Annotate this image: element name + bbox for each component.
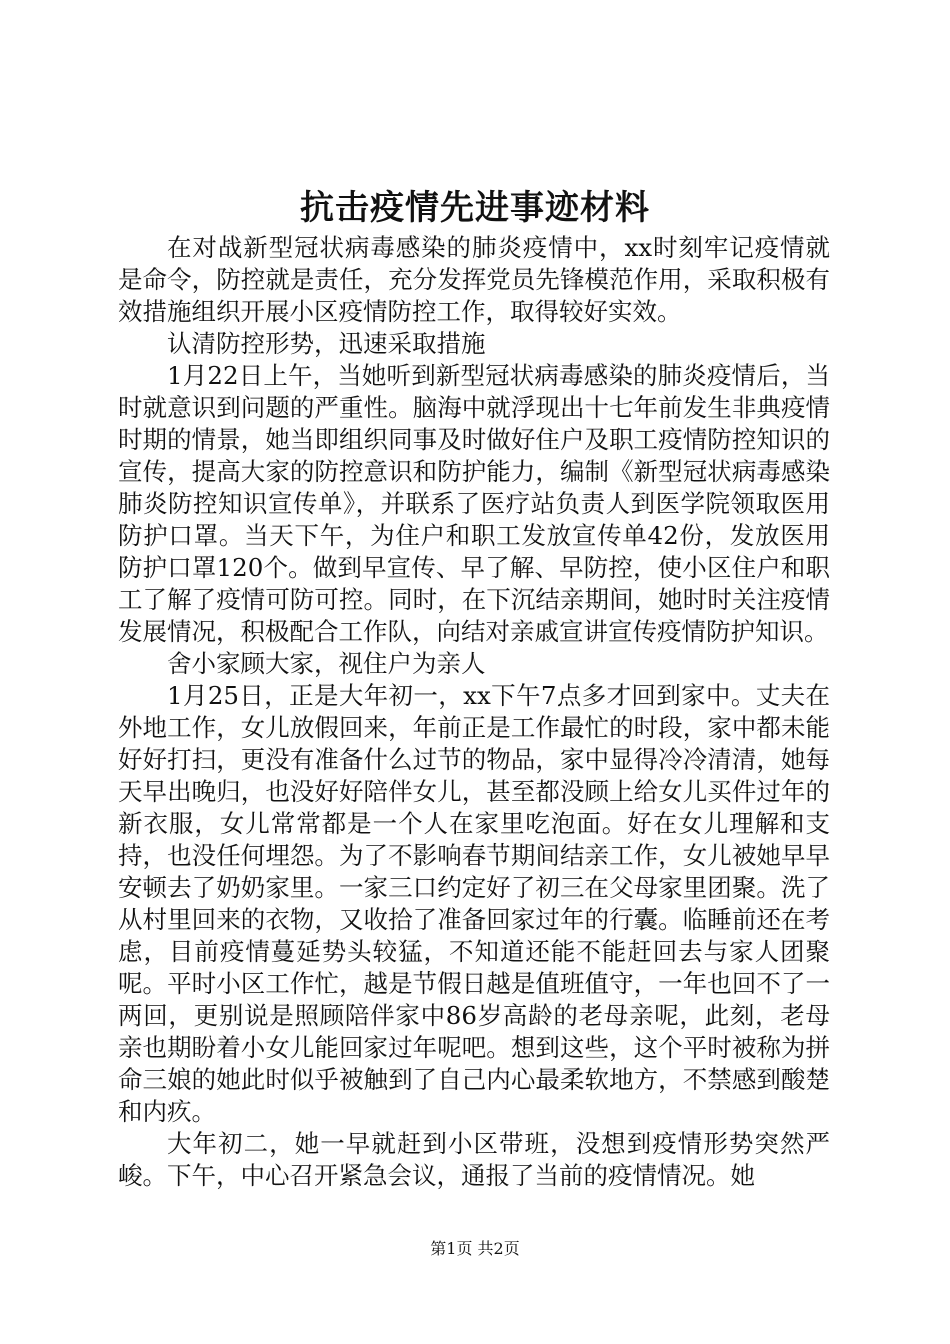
section-heading-1: 认清防控形势，迅速采取措施: [167, 329, 486, 358]
section-heading-2: 舍小家顾大家，视住户为亲人: [167, 649, 486, 678]
paragraph-intro: 在对战新型冠状病毒感染的肺炎疫情中，xx时刻牢记疫情就是命令，防控就是责任，充分发挥党员先锋模范作用，采取积极有效措施组织开展小区疫情防控工作，取得较好实效。: [118, 233, 830, 326]
paragraph-section-1: 1月22日上午，当她听到新型冠状病毒感染的肺炎疫情后，当时就意识到问题的严重性。脑海中就浮现出十七年前发生非典疫情时期的情景，她当即组织同事及时做好住户及职工疫情防控知识的宣传，提高大家的防控意识和防护能力，编制《新型冠状病毒感染肺炎防控知识宣传单》，并联系了医疗站负责人到医学院领取医用防护口罩。当天下午，为住户和职工发放宣传单42份，发放医用防护口罩120个。做到早宣传、早了解、早防控，使小区住户和职工了解了疫情可防可控。同时，在下沉结亲期间，她时时关注疫情发展情况，积极配合工作队，向结对亲戚宣讲宣传疫情防护知识。: [118, 361, 830, 646]
document-body: [118, 232, 830, 1192]
paragraph-section-2-continued: 大年初二，她一早就赶到小区带班，没想到疫情形势突然严峻。下午，中心召开紧急会议，通报了当前的疫情情况。她: [118, 1129, 830, 1190]
page-number-footer: 第1页 共2页: [430, 1239, 520, 1258]
paragraph-section-2: 1月25日，正是大年初一，xx下午7点多才回到家中。丈夫在外地工作，女儿放假回来，年前正是工作最忙的时段，家中都未能好好打扫，更没有准备什么过节的物品，家中显得冷冷清清，她每天早出晚归，也没好好陪伴女儿，甚至都没顾上给女儿买件过年的新衣服，女儿常常都是一个人在家里吃泡面。好在女儿理解和支持，也没任何埋怨。为了不影响春节期间结亲工作，女儿被她早早安顿去了奶奶家里。一家三口约定好了初三在父母家里团聚。洗了从村里回来的衣物，又收拾了准备回家过年的行囊。临睡前还在考虑，目前疫情蔓延势头较猛，不知道还能不能赶回去与家人团聚呢。平时小区工作忙，越是节假日越是值班值守，一年也回不了一两回，更别说是照顾陪伴家中86岁高龄的老母亲呢，此刻，老母亲也期盼着小女儿能回家过年呢吧。想到这些，这个平时被称为拼命三娘的她此时似乎被触到了自己内心最柔软地方，不禁感到酸楚和内疚。: [118, 681, 830, 1126]
page-title: 抗击疫情先进事迹材料: [300, 188, 650, 228]
